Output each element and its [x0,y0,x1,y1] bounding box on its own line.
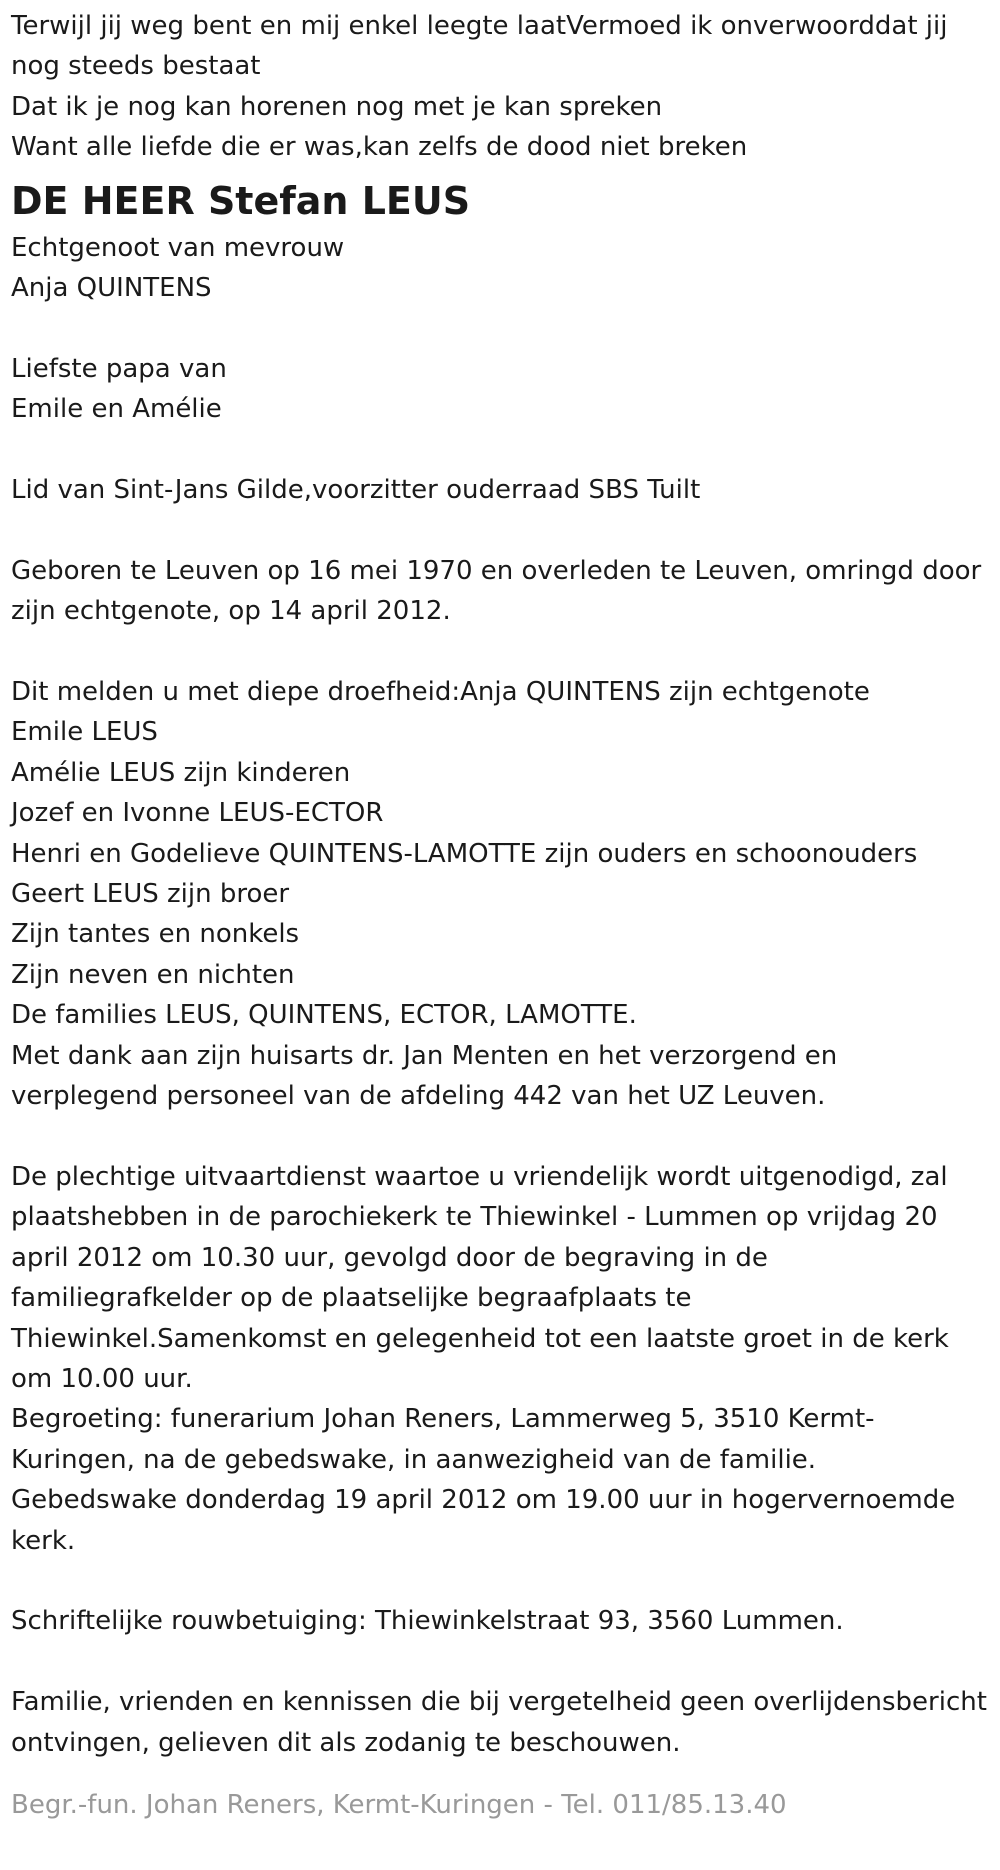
family-line: Zijn tantes en nonkels [11,919,300,950]
family-line: Geert LEUS zijn broer [11,879,290,910]
notice: Familie, vrienden en kennissen die bij vergetelheid geen overlijdensbericht ontvingen, gelieven dit als zodanig te beschouwen. [11,1687,987,1758]
condolence-address: Schriftelijke rouwbetuiging: Thiewinkelstraat 93, 3560 Lummen. [11,1606,844,1637]
funeral-service: De plechtige uitvaartdienst waartoe u vriendelijk wordt uitgenodigd, zal plaatshebben in de parochiekerk te Thiewinkel - Lummen op vrijdag 20 april 2012 om 10.30 uur, gevolgd door de begraving in de familiegrafkelder op de plaatselijke begraafplaats te Thiewinkel.Samenkomst en gelegenheid tot een laatste groet in de kerk om 10.00 uur. [11,1161,949,1394]
family-line: Jozef en Ivonne LEUS-ECTOR [11,798,384,829]
children-line: Emile en Amélie [11,394,222,425]
family-line: Zijn neven en nichten [11,959,295,990]
deceased-name: DE HEER Stefan LEUS [11,178,471,223]
family-section [11,672,990,1116]
birth-death: Geboren te Leuven op 16 mei 1970 en overleden te Leuven, omringd door zijn echtgenote, op 14 april 2012. [11,555,982,627]
family-line: De families LEUS, QUINTENS, ECTOR, LAMOTTE. [11,1000,637,1031]
poem-line: Dat ik je nog kan horenen nog met je kan spreken [11,91,663,122]
family-line: Amélie LEUS zijn kinderen [11,757,351,788]
spouse-line: Echtgenoot van mevrouw [11,232,345,263]
spouse-section [11,228,990,309]
funeral-vigil: Gebedswake donderdag 19 april 2012 om 19.00 uur in hogervernoemde kerk. [11,1485,956,1556]
funeral-greeting: Begroeting: funerarium Johan Reners, Lammerweg 5, 3510 Kermt-Kuringen, na de gebedswake, in aanwezigheid van de familie. [11,1404,875,1475]
family-line: Dit melden u met diepe droefheid:Anja QUINTENS zijn echtgenote [11,677,870,708]
funeral-home-footer: Begr.-fun. Johan Reners, Kermt-Kuringen - Tel. 011/85.13.40 [11,1789,787,1820]
children-section [11,349,990,430]
family-line: Met dank aan zijn huisarts dr. Jan Menten en het verzorgend en verplegend personeel van de afdeling 442 van het UZ Leuven. [11,1040,838,1112]
funeral-section [11,1157,990,1561]
poem [11,6,990,168]
children-line: Liefste papa van [11,353,227,384]
poem-line: Want alle liefde die er was,kan zelfs de dood niet breken [11,132,748,163]
family-line: Emile LEUS [11,717,158,748]
membership: Lid van Sint-Jans Gilde,voorzitter ouderraad SBS Tuilt [11,475,701,506]
spouse-line: Anja QUINTENS [11,273,212,304]
poem-line: Terwijl jij weg bent en mij enkel leegte laatVermoed ik onverwoorddat jij nog steeds bestaat [11,11,948,82]
family-line: Henri en Godelieve QUINTENS-LAMOTTE zijn ouders en schoonouders [11,838,918,869]
